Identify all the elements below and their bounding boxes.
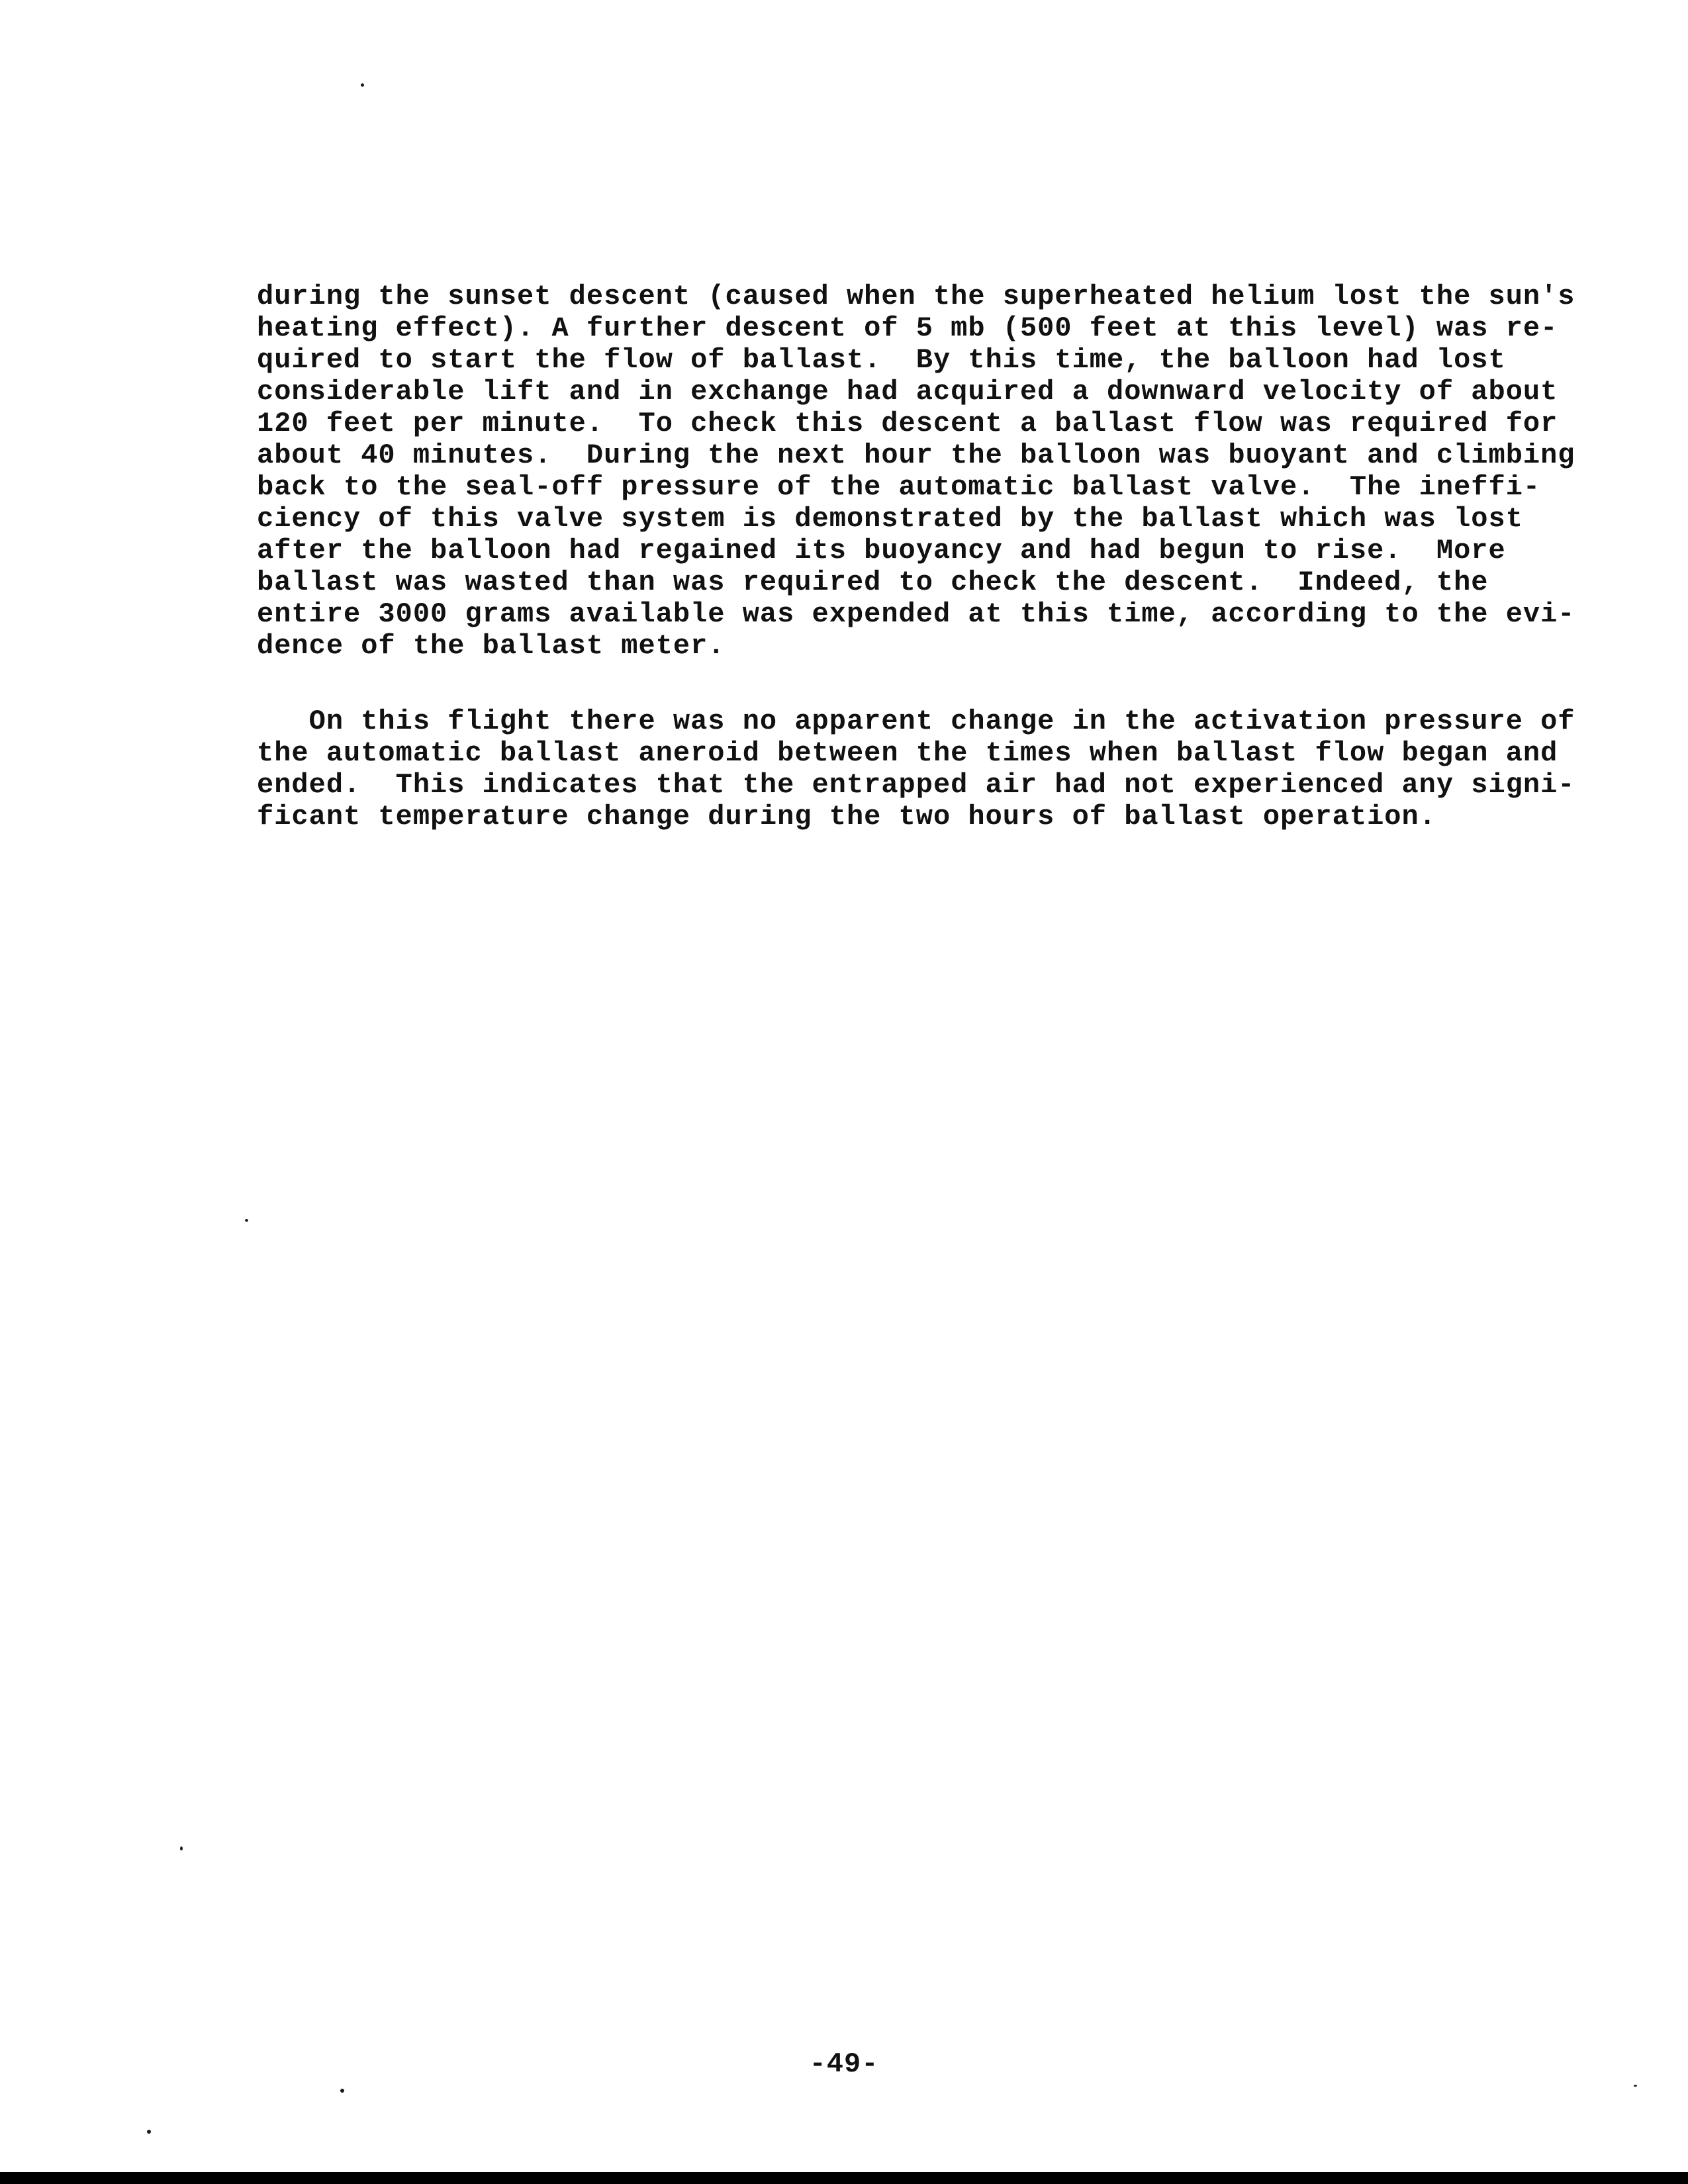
paragraph-1-line: heating effect). A further descent of 5 mb (500 feet at this level) was re- xyxy=(257,312,1558,344)
paragraph-1-line: after the balloon had regained its buoyancy and had begun to rise. More xyxy=(257,535,1506,567)
paragraph-1-line: during the sunset descent (caused when the superheated helium lost the sun's xyxy=(257,281,1575,312)
scan-speck xyxy=(361,83,364,87)
page-number: -49- xyxy=(809,2048,879,2080)
paragraph-2-line: the automatic ballast aneroid between the times when ballast flow began and xyxy=(257,737,1558,769)
paragraph-2-line: ended. This indicates that the entrapped air had not experienced any signi- xyxy=(257,769,1575,801)
paragraph-1-line: about 40 minutes. During the next hour the balloon was buoyant and climbing xyxy=(257,439,1575,471)
paragraph-2-line: ficant temperature change during the two hours of ballast operation. xyxy=(257,801,1436,833)
scan-bottom-border xyxy=(0,2172,1688,2184)
scan-speck xyxy=(1634,2085,1637,2087)
paragraph-1-line: ciency of this valve system is demonstrated by the ballast which was lost xyxy=(257,503,1523,535)
scan-speck xyxy=(147,2130,151,2134)
paragraph-1-line: considerable lift and in exchange had acquired a downward velocity of about xyxy=(257,376,1558,408)
paragraph-1-line: 120 feet per minute. To check this descent a ballast flow was required for xyxy=(257,408,1558,439)
paragraph-2-line: On this flight there was no apparent change in the activation pressure of xyxy=(257,705,1575,737)
paragraph-1-line: dence of the ballast meter. xyxy=(257,630,726,662)
paragraph-1-line: entire 3000 grams available was expended at this time, according to the evi- xyxy=(257,598,1575,630)
paragraph-1-line: back to the seal-off pressure of the automatic ballast valve. The ineffi- xyxy=(257,471,1541,503)
paragraph-1-line: quired to start the flow of ballast. By this time, the balloon had lost xyxy=(257,344,1506,376)
scan-speck xyxy=(245,1219,248,1222)
scan-speck xyxy=(180,1846,183,1850)
scan-speck xyxy=(340,2089,344,2093)
paragraph-1-line: ballast was wasted than was required to check the descent. Indeed, the xyxy=(257,567,1489,598)
